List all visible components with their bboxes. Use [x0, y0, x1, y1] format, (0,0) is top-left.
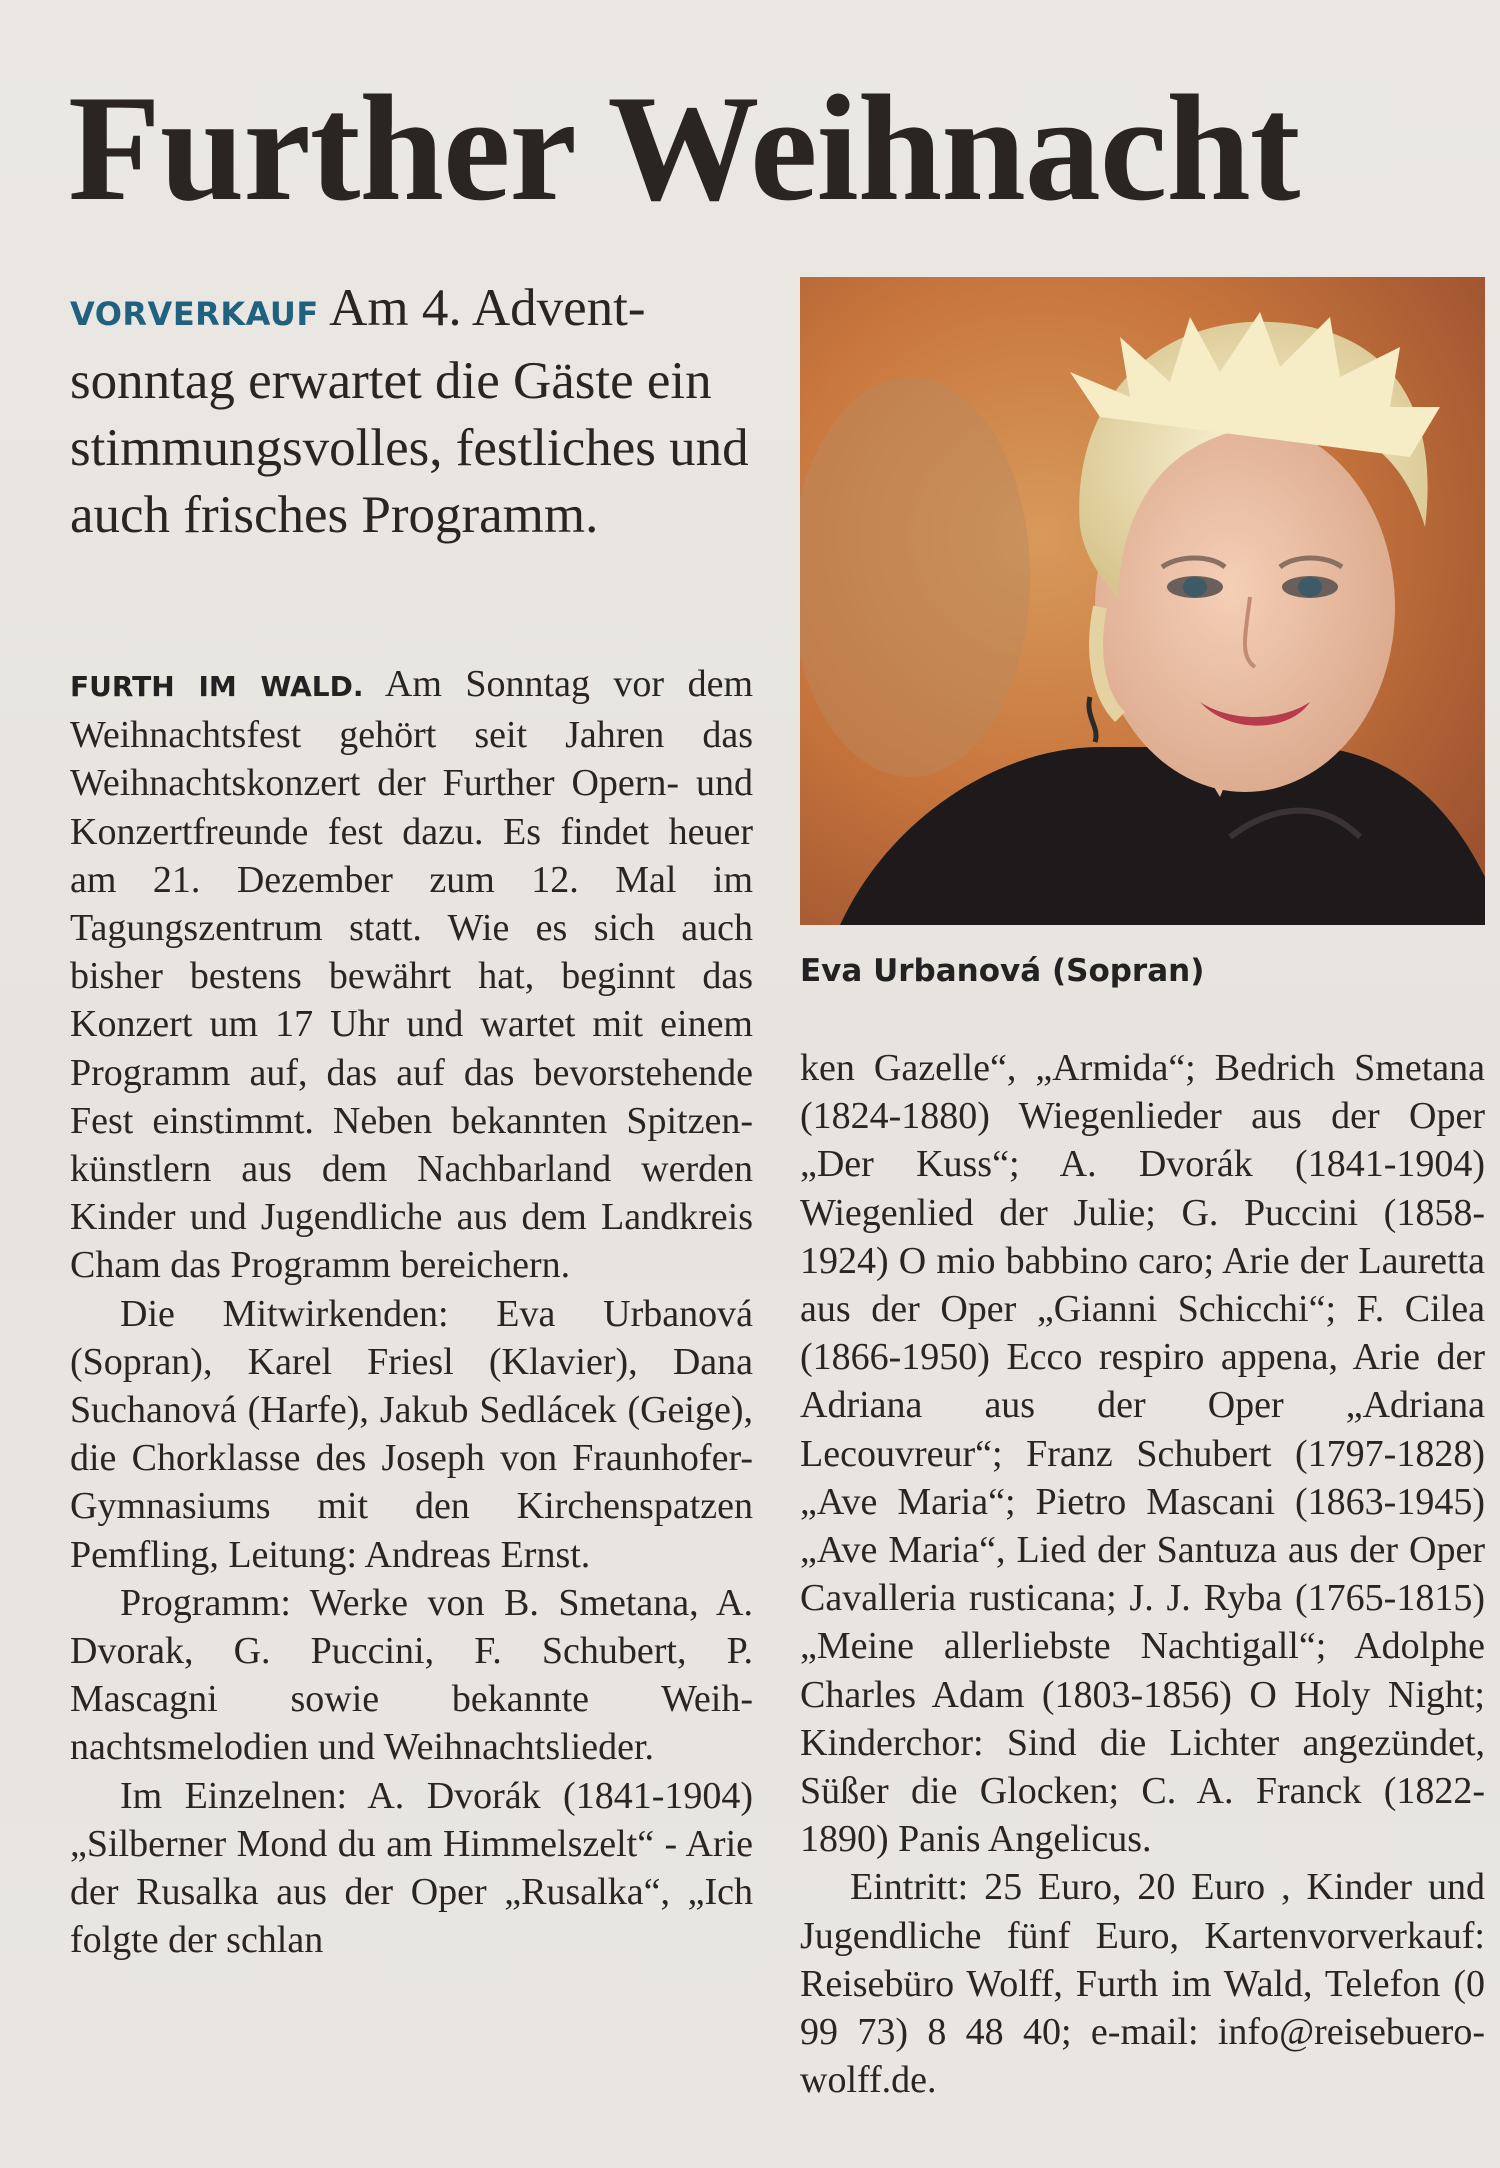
paragraph-4-start: Im Einzelnen: A. Dvorák (1841-1904) „Silberner Mond du am Himmelszelt“ - Arie der Rusalka aus der Oper „Rusalka“, „Ich folgte der schlan	[70, 1774, 753, 1962]
lead-text: Am 4. Adventsonntag erwartet die Gäste ein stimmungsvolles, festliches und auch frisches Programm.	[70, 279, 749, 544]
photo-caption: Eva Urbanová (Sopran)	[800, 953, 1205, 989]
article-column-left	[70, 660, 753, 1964]
paragraph-2: Die Mitwirkenden: Eva Urbanová (Sopran), Karel Friesl (Klavier), Dana Suchanová (Harfe), Jakub Sedlácek (Geige), die Chorklasse des Joseph von Fraunhofer-Gymnasiums mit den Kirchenspatzen Pemfling, Leitung: Andreas Ernst.	[70, 1292, 753, 1576]
dateline: FURTH IM WALD.	[70, 670, 364, 703]
paragraph-4-full	[0, 0, 1, 1]
portrait-photo	[800, 277, 1485, 925]
kicker-label: VORVERKAUF	[70, 295, 319, 333]
article-column-right	[800, 1044, 1485, 2104]
paragraph-3: Programm: Werke von B. Smetana, A. Dvorak, G. Puccini, F. Schubert, P. Mascagni sowie bekannte Weihnachtsmelodien und Weihnachtslieder.	[70, 1581, 753, 1769]
paragraph-5: Eintritt: 25 Euro, 20 Euro , Kinder und Jugendliche fünf Euro, Kartenvorverkauf: Reisebüro Wolff, Furth im Wald, Telefon (0 99 73) 8 48 40; e-mail: info@reisebuero-wolff.de.	[800, 1866, 1485, 2102]
paragraph-1-text: Am Sonntag vor dem Weihnachtsfest gehört seit Jahren das Weihnachtskonzert der Further Opern- und Konzertfreunde fest dazu. Es findet heuer am 21. Dezember zum 12. Mal im Tagungszentrum statt. Wie es sich auch bisher bestens bewährt hat, beginnt das Konzert um 17 Uhr und wartet mit einem Programm auf, das auf das bevorstehende Fest einstimmt. Neben bekannten Spitzenkünstlern aus dem Nachbarland werden Kinder und Jugendliche aus dem Landkreis Cham das Programm bereichern.	[70, 663, 754, 1287]
lead-paragraph	[70, 275, 750, 549]
paragraph-1	[70, 660, 753, 1290]
headline: Further Weihnacht	[68, 64, 1300, 232]
paragraph-4-continued: ken Gazelle“, „Armida“; Bedrich Smetana (1824-1880) Wiegenlieder aus der Oper „Der Kuss“; A. Dvorák (1841-1904) Wiegenlied der Julie; G. Puccini (1858-1924) O mio babbino caro; Arie der Lauretta aus der Oper „Gianni Schicchi“; F. Cilea (1866-1950) Ecco respiro appena, Arie der Adriana aus der Oper „Adriana Lecouvreur“; Franz Schubert (1797-1828) „Ave Maria“; Pietro Mascani (1863-1945) „Ave Maria“, Lied der Santuza aus der Oper Cavalleria rusticana; J. J. Ryba (1765-1815) „Meine allerliebste Nachtigall“; Adolphe Charles Adam (1803-1856) O Holy Night; Kinderchor: Sind die Lichter angezündet, Süßer die Glocken; C. A. Franck (1822-1890) Panis Angelicus.	[800, 1047, 1485, 1861]
portrait-illustration	[800, 277, 1485, 925]
